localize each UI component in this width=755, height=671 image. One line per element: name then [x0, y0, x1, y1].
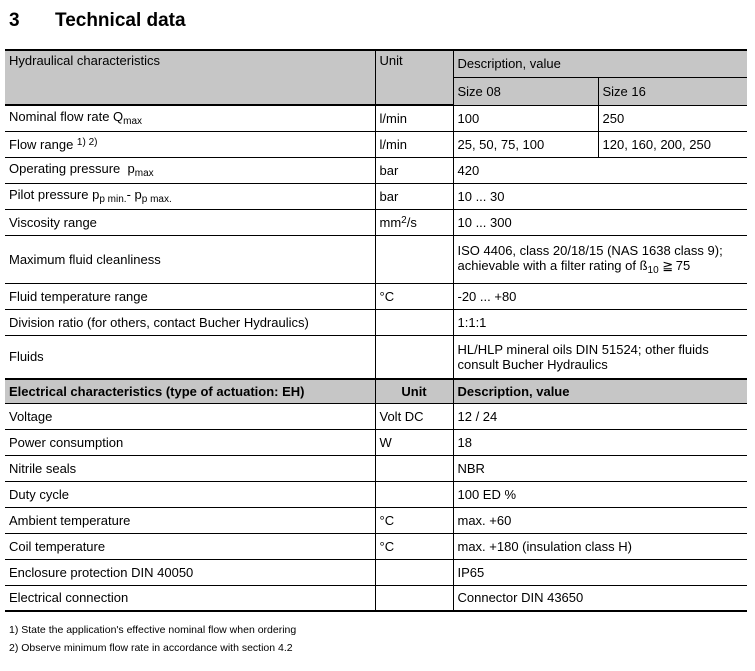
hydraulic-row-unit	[375, 235, 453, 283]
hydraulic-row-unit	[375, 183, 453, 209]
electrical-row-value	[453, 481, 747, 507]
hydraulic-table-row	[5, 335, 747, 379]
size-16-header: Size 16	[598, 77, 747, 105]
hydraulic-row-value-size16	[598, 105, 747, 131]
electrical-row-value	[453, 455, 747, 481]
text: Connector DIN 43650	[457, 590, 584, 606]
header-row-main	[5, 50, 747, 77]
text: consult Bucher Hydraulics	[457, 356, 608, 372]
electrical-row-unit	[375, 403, 453, 429]
text-sub: p min.	[99, 194, 127, 205]
electrical-row-label	[5, 481, 375, 507]
hydraulic-row-value	[453, 335, 747, 379]
text: l/min	[379, 136, 407, 152]
text: Viscosity range	[9, 214, 97, 230]
electrical-row-unit	[375, 481, 453, 507]
section-title-text: Technical data	[55, 10, 186, 31]
hydraulic-row-value	[453, 235, 747, 283]
hydraulic-row-label	[5, 209, 375, 235]
text-sub: max	[134, 168, 154, 179]
text: /s	[406, 214, 417, 230]
electrical-row-value	[453, 533, 747, 559]
electrical-table-row	[5, 533, 747, 559]
text: -20 ... +80	[457, 288, 517, 304]
electrical-table-row	[5, 429, 747, 455]
section-number: 3	[9, 10, 20, 31]
text: - p	[126, 187, 142, 202]
hydraulic-row-unit	[375, 209, 453, 235]
text: max. +180 (insulation class H)	[457, 538, 632, 554]
electrical-row-label	[5, 559, 375, 585]
text: l/min	[379, 110, 407, 126]
hydraulic-row-value	[453, 157, 747, 183]
hydraulic-row-unit	[375, 335, 453, 379]
electrical-row-value	[453, 559, 747, 585]
electrical-table-row	[5, 507, 747, 533]
text: ISO 4406, class 20/18/15 (NAS 1638 class 9);	[457, 242, 723, 258]
hydraulic-row-value	[453, 309, 747, 335]
hydraulic-table-row	[5, 283, 747, 309]
text: Electrical connection	[9, 590, 129, 606]
text: 10 ... 30	[457, 188, 505, 204]
text: 18	[457, 434, 472, 450]
hydraulic-row-value	[453, 209, 747, 235]
size-08-header: Size 08	[453, 77, 598, 105]
text: Flow range	[9, 136, 77, 152]
text: °C	[379, 288, 395, 304]
text: bar	[379, 162, 399, 178]
text: W	[379, 434, 392, 450]
text: Maximum fluid cleanliness	[9, 251, 161, 267]
footnotes	[9, 621, 747, 657]
hydraulic-table-row	[5, 131, 747, 157]
electrical-row-label	[5, 429, 375, 455]
hydraulic-row-label	[5, 335, 375, 379]
unit-column-header: Unit	[375, 50, 453, 105]
hydraulic-row-label	[5, 235, 375, 283]
text: Operating pressure p	[9, 161, 135, 176]
text: HL/HLP mineral oils DIN 51524; other fluids	[457, 341, 709, 357]
footnote-1: 1) State the application's effective nominal flow when ordering	[9, 624, 297, 636]
text: mm	[379, 214, 402, 230]
text: Duty cycle	[9, 486, 69, 502]
electrical-row-value	[453, 403, 747, 429]
text-sub: 10	[647, 264, 659, 276]
text: 1:1:1	[457, 314, 487, 330]
electrical-row-label	[5, 585, 375, 611]
technical-data-table	[5, 49, 747, 612]
footnote-2: 2) Observe minimum flow rate in accordance with section 4.2	[9, 642, 293, 654]
electrical-section-header-row	[5, 379, 747, 403]
hydraulic-row-value	[453, 283, 747, 309]
electrical-row-unit	[375, 559, 453, 585]
electrical-row-label	[5, 533, 375, 559]
text: Nitrile seals	[9, 460, 77, 476]
description-value-header: Description, value	[453, 50, 747, 77]
text: Volt DC	[379, 408, 424, 424]
hydraulic-row-value	[453, 183, 747, 209]
hydraulic-row-unit	[375, 309, 453, 335]
text: bar	[379, 188, 399, 204]
text: 25, 50, 75, 100	[457, 136, 545, 152]
electrical-row-unit	[375, 455, 453, 481]
text: °C	[379, 512, 395, 528]
electrical-rows	[5, 403, 747, 611]
text: Power consumption	[9, 434, 124, 450]
text: 10 ... 300	[457, 214, 512, 230]
electrical-table-row	[5, 585, 747, 611]
electrical-row-unit	[375, 533, 453, 559]
hydraulic-table-row	[5, 235, 747, 283]
hydraulic-row-label	[5, 157, 375, 183]
text: 250	[602, 110, 625, 126]
text: °C	[379, 538, 395, 554]
page-title	[9, 10, 747, 32]
electrical-row-label	[5, 403, 375, 429]
text: 420	[457, 162, 480, 178]
electrical-header-section	[5, 379, 747, 403]
hydraulic-row-label	[5, 105, 375, 131]
electrical-value-header: Description, value	[453, 379, 747, 403]
electrical-row-label	[5, 507, 375, 533]
text: 120, 160, 200, 250	[602, 136, 711, 152]
electrical-table-row	[5, 455, 747, 481]
hydraulic-row-label	[5, 131, 375, 157]
electrical-row-value	[453, 507, 747, 533]
hydraulic-row-unit	[375, 157, 453, 183]
text: Fluids	[9, 349, 44, 365]
hydraulic-row-unit	[375, 105, 453, 131]
hydraulic-row-unit	[375, 283, 453, 309]
text-sub: p max.	[141, 194, 172, 205]
electrical-row-unit	[375, 585, 453, 611]
hydraulic-row-label	[5, 183, 375, 209]
hydraulic-section-header: Hydraulical characteristics	[5, 50, 375, 105]
hydraulic-row-label	[5, 283, 375, 309]
hydraulic-row-label	[5, 309, 375, 335]
electrical-row-value	[453, 429, 747, 455]
text: Voltage	[9, 408, 53, 424]
hydraulic-table-row	[5, 105, 747, 131]
text: Pilot pressure p	[9, 187, 100, 202]
text: Enclosure protection DIN 40050	[9, 564, 194, 580]
text: Ambient temperature	[9, 512, 131, 528]
electrical-row-label	[5, 455, 375, 481]
text: Nominal flow rate Q	[9, 109, 124, 125]
hydraulic-row-value-size16	[598, 131, 747, 157]
hydraulic-rows	[5, 105, 747, 379]
text: 12 / 24	[457, 408, 498, 424]
text-sup: 2	[401, 214, 407, 226]
text-sub: max	[123, 116, 143, 128]
text: Division ratio (for others, contact Bucher Hydraulics)	[9, 314, 309, 330]
electrical-row-unit	[375, 507, 453, 533]
electrical-row-value	[453, 585, 747, 611]
text: 100	[457, 110, 480, 126]
text: Coil temperature	[9, 538, 106, 554]
electrical-row-unit	[375, 429, 453, 455]
text-sup: 1) 2)	[76, 136, 98, 148]
hydraulic-row-value-size08	[453, 131, 598, 157]
text: achievable with a filter rating of ß	[457, 257, 648, 273]
text: ≧ 75	[658, 257, 691, 273]
table-header	[5, 50, 747, 105]
hydraulic-table-row	[5, 183, 747, 209]
text: max. +60	[457, 512, 512, 528]
electrical-table-row	[5, 403, 747, 429]
electrical-unit-header: Unit	[375, 379, 453, 403]
text: 100 ED %	[457, 486, 517, 502]
text: IP65	[457, 564, 485, 580]
hydraulic-row-value-size08	[453, 105, 598, 131]
hydraulic-table-row	[5, 309, 747, 335]
text: NBR	[457, 460, 485, 476]
hydraulic-table-row	[5, 209, 747, 235]
electrical-section-header: Electrical characteristics (type of actuation: EH)	[5, 379, 375, 403]
electrical-table-row	[5, 559, 747, 585]
text: Fluid temperature range	[9, 288, 148, 304]
hydraulic-table-row	[5, 157, 747, 183]
hydraulic-row-unit	[375, 131, 453, 157]
electrical-table-row	[5, 481, 747, 507]
